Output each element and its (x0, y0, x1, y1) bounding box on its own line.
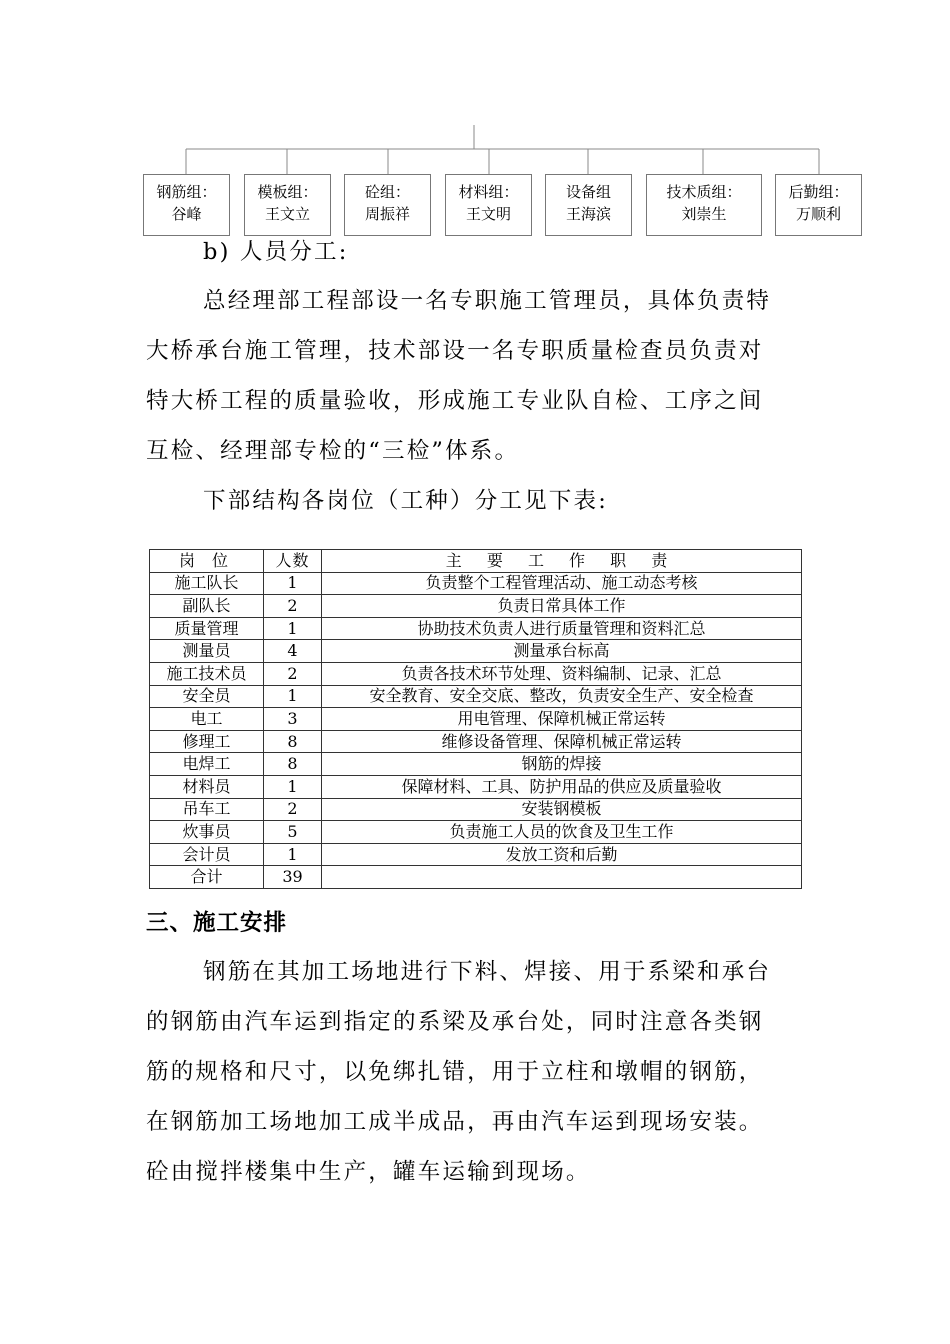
cell-count: 1 (264, 617, 322, 640)
cell-count: 2 (264, 798, 322, 821)
org-box-tech-quality (646, 174, 762, 236)
table-row (150, 595, 802, 618)
org-box-logistics (775, 174, 862, 236)
org-group-name: 砼组： (364, 183, 410, 201)
org-group-name: 钢筋组： (156, 183, 217, 201)
cell-count: 2 (264, 662, 322, 685)
paragraph-line: 总经理部工程部设一名专职施工管理员，具体负责特 (203, 288, 772, 314)
cell-post: 电焊工 (150, 753, 264, 776)
org-box-rebar (143, 174, 230, 236)
paragraph-line: 特大桥工程的质量验收，形成施工专业队自检、工序之间 (146, 388, 764, 414)
table-total-row (150, 866, 802, 889)
table-row (150, 572, 802, 595)
table-header-row (150, 550, 802, 573)
cell-duty: 安全教育、安全交底、整改，负责安全生产、安全检查 (322, 685, 802, 708)
paragraph-line: 大桥承台施工管理，技术部设一名专职质量检查员负责对 (146, 338, 764, 364)
org-group-name: 后勤组： (788, 183, 849, 201)
cell-post: 副队长 (150, 595, 264, 618)
cell-count: 3 (264, 708, 322, 731)
header-post: 岗 位 (150, 550, 264, 573)
cell-count: 39 (264, 866, 322, 889)
header-count: 人数 (264, 550, 322, 573)
cell-duty: 钢筋的焊接 (322, 753, 802, 776)
duty-table (149, 549, 802, 889)
header-duty: 主 要 工 作 职 责 (322, 550, 802, 573)
org-box-equipment (545, 174, 632, 236)
cell-count: 8 (264, 753, 322, 776)
table-row (150, 821, 802, 844)
cell-count: 1 (264, 572, 322, 595)
cell-count: 4 (264, 640, 322, 663)
cell-count: 8 (264, 730, 322, 753)
cell-duty: 负责施工人员的饮食及卫生工作 (322, 821, 802, 844)
paragraph-line: 筋的规格和尺寸，以免绑扎错，用于立柱和墩帽的钢筋， (146, 1059, 764, 1085)
table-row (150, 753, 802, 776)
cell-post: 修理工 (150, 730, 264, 753)
cell-post: 电工 (150, 708, 264, 731)
table-row (150, 640, 802, 663)
org-group-lead: 王文立 (264, 205, 310, 223)
org-group-name: 材料组： (458, 183, 519, 201)
cell-duty: 测量承台标高 (322, 640, 802, 663)
table-row (150, 843, 802, 866)
table-row (150, 708, 802, 731)
table-intro: 下部结构各岗位（工种）分工见下表: (203, 488, 608, 514)
paragraph-line: 钢筋在其加工场地进行下料、焊接、用于系梁和承台 (203, 959, 772, 985)
section-3-heading: 三、施工安排 (146, 910, 288, 936)
org-group-name: 模板组： (257, 183, 318, 201)
org-group-lead: 周振祥 (364, 205, 410, 223)
cell-duty: 负责日常具体工作 (322, 595, 802, 618)
org-box-concrete (344, 174, 431, 236)
cell-post: 安全员 (150, 685, 264, 708)
org-group-name: 技术质组： (666, 183, 742, 201)
paragraph-line: 在钢筋加工场地加工成半成品，再由汽车运到现场安装。 (146, 1109, 764, 1135)
section-b-title: b) 人员分工: (203, 239, 349, 265)
table-row (150, 685, 802, 708)
org-group-lead: 刘崇生 (681, 205, 727, 223)
cell-count: 2 (264, 595, 322, 618)
org-group-lead: 王文明 (465, 205, 511, 223)
cell-post: 炊事员 (150, 821, 264, 844)
cell-count: 1 (264, 775, 322, 798)
cell-post: 测量员 (150, 640, 264, 663)
table-row (150, 662, 802, 685)
cell-post: 质量管理 (150, 617, 264, 640)
cell-post: 会计员 (150, 843, 264, 866)
cell-duty: 用电管理、保障机械正常运转 (322, 708, 802, 731)
table-row (150, 730, 802, 753)
cell-duty: 保障材料、工具、防护用品的供应及质量验收 (322, 775, 802, 798)
org-chart (0, 0, 950, 245)
cell-post: 合计 (150, 866, 264, 889)
org-group-lead: 王海滨 (565, 205, 611, 223)
org-group-name: 设备组 (565, 183, 611, 201)
section-b-paragraph (146, 276, 816, 476)
section-3-paragraph (146, 947, 816, 1197)
cell-post: 施工技术员 (150, 662, 264, 685)
paragraph-line: 砼由搅拌楼集中生产，罐车运输到现场。 (146, 1159, 591, 1185)
org-box-formwork (244, 174, 331, 236)
cell-duty: 协助技术负责人进行质量管理和资料汇总 (322, 617, 802, 640)
cell-post: 施工队长 (150, 572, 264, 595)
org-box-materials (445, 174, 532, 236)
cell-count: 1 (264, 685, 322, 708)
org-group-lead: 万顺利 (795, 205, 841, 223)
cell-count: 5 (264, 821, 322, 844)
cell-duty: 发放工资和后勤 (322, 843, 802, 866)
cell-post: 吊车工 (150, 798, 264, 821)
table-row (150, 775, 802, 798)
org-group-lead: 谷峰 (171, 205, 202, 223)
paragraph-line: 的钢筋由汽车运到指定的系梁及承台处，同时注意各类钢 (146, 1009, 764, 1035)
cell-post: 材料员 (150, 775, 264, 798)
cell-duty (322, 866, 802, 889)
cell-duty: 维修设备管理、保障机械正常运转 (322, 730, 802, 753)
cell-duty: 负责各技术环节处理、资料编制、记录、汇总 (322, 662, 802, 685)
cell-duty: 安装钢模板 (322, 798, 802, 821)
table-row (150, 617, 802, 640)
paragraph-line: 互检、经理部专检的“三检”体系。 (146, 438, 520, 464)
cell-duty: 负责整个工程管理活动、施工动态考核 (322, 572, 802, 595)
cell-count: 1 (264, 843, 322, 866)
table-row (150, 798, 802, 821)
